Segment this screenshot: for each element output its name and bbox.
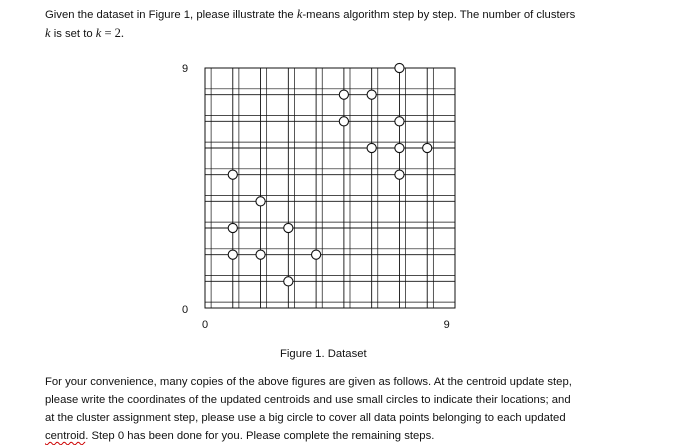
- data-point: [256, 250, 265, 259]
- dataset-figure: [170, 58, 470, 348]
- intro-eq: = 2.: [101, 26, 125, 40]
- y-tick-label-0: 0: [181, 304, 189, 316]
- x-tick-label-9: 9: [443, 319, 450, 331]
- x-tick-label-0: 0: [201, 319, 209, 331]
- data-point: [228, 250, 237, 259]
- intro-text-1: Given the dataset in Figure 1, please illustrate the: [45, 9, 297, 21]
- data-point: [395, 63, 404, 72]
- grid: [205, 68, 455, 308]
- data-point: [339, 90, 348, 99]
- instructions-line-2: please write the coordinates of the updated centroids and use small circles to indicate their locations; and: [45, 394, 571, 406]
- k-symbol: k: [296, 7, 303, 21]
- instructions-line-3: at the cluster assignment step, please use a big circle to cover all data points belonging to each updated: [45, 412, 566, 424]
- data-point: [395, 117, 404, 126]
- data-point: [284, 277, 293, 286]
- k-symbol-2: k: [45, 26, 51, 40]
- data-point: [284, 223, 293, 232]
- data-point: [423, 143, 432, 152]
- data-point: [395, 143, 404, 152]
- data-point: [339, 117, 348, 126]
- spellcheck-word: centroid: [45, 430, 86, 442]
- instructions-line-1: For your convenience, many copies of the above figures are given as follows. At the centroid update step,: [45, 376, 572, 388]
- intro-text-2: -means algorithm step by step. The number of clusters: [302, 9, 576, 21]
- figure-caption: Figure 1. Dataset: [280, 348, 367, 360]
- data-point: [367, 90, 376, 99]
- problem-statement: [45, 5, 675, 43]
- data-point: [312, 250, 321, 259]
- y-tick-label-9: 9: [181, 63, 189, 75]
- instructions: [45, 373, 675, 445]
- instructions-line-4: . Step 0 has been done for you. Please complete the remaining steps.: [85, 430, 435, 442]
- data-point: [228, 170, 237, 179]
- data-point: [256, 197, 265, 206]
- plot-border: [205, 68, 455, 308]
- intro-text-3: is set to: [50, 28, 96, 40]
- k-symbol-3: k: [95, 26, 102, 40]
- data-point: [367, 143, 376, 152]
- data-point: [395, 170, 404, 179]
- data-point: [228, 223, 237, 232]
